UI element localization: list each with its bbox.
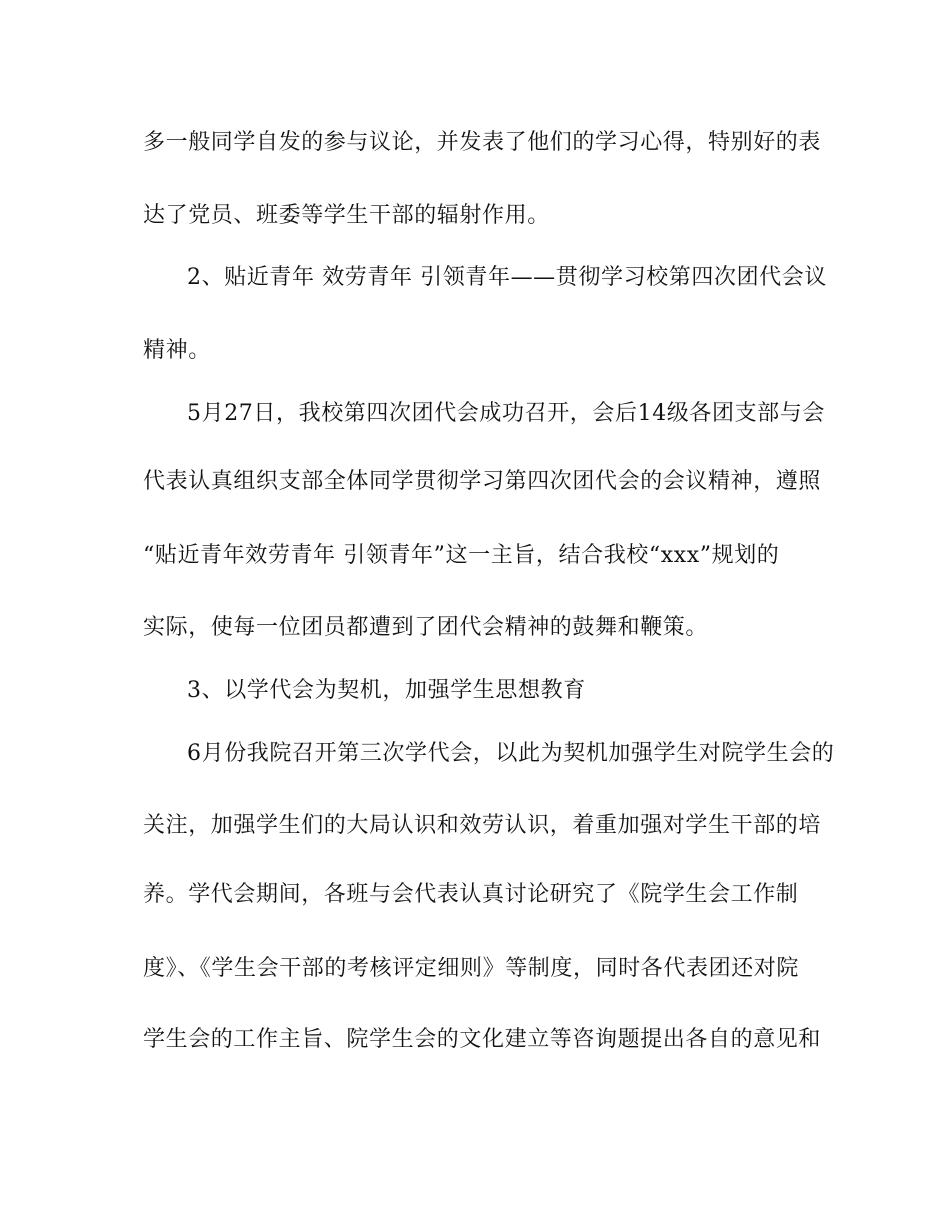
section-heading-line: 3、以学代会为契机，加强学生思想教育 [187,678,586,703]
paragraph-line: 6月份我院召开第三次学代会，以此为契机加强学生对院学生会的 [187,741,835,766]
paragraph-line: 实际，使每一位团员都遭到了团代会精神的鼓舞和鞭策。 [143,615,709,640]
paragraph-line: 代表认真组织支部全体同学贯彻学习第四次团代会的会议精神，遵照 [143,469,822,494]
paragraph-line: 达了党员、班委等学生干部的辐射作用。 [143,203,550,228]
paragraph-line: 学生会的工作主旨、院学生会的文化建立等咨询题提出各自的意见和 [143,1027,822,1052]
paragraph-line: 5月27日，我校第四次团代会成功召开，会后14级各团支部与会 [187,401,825,426]
paragraph-line: 多一般同学自发的参与议论，并发表了他们的学习心得，特别好的表 [143,130,822,155]
paragraph-line: “贴近青年效劳青年 引领青年”这一主旨，结合我校“xxx”规划的 [143,543,780,568]
paragraph-line: 关注，加强学生们的大局认识和效劳认识，着重加强对学生干部的培 [143,813,822,838]
section-heading-line: 精神。 [143,338,211,363]
paragraph-line: 度》、《学生会干部的考核评定细则》等制度，同时各代表团还对院 [143,956,800,981]
section-heading-line: 2、贴近青年 效劳青年 引领青年——贯彻学习校第四次团代会议 [187,265,827,290]
paragraph-line: 养。学代会期间，各班与会代表认真讨论研究了《院学生会工作制 [143,882,799,907]
